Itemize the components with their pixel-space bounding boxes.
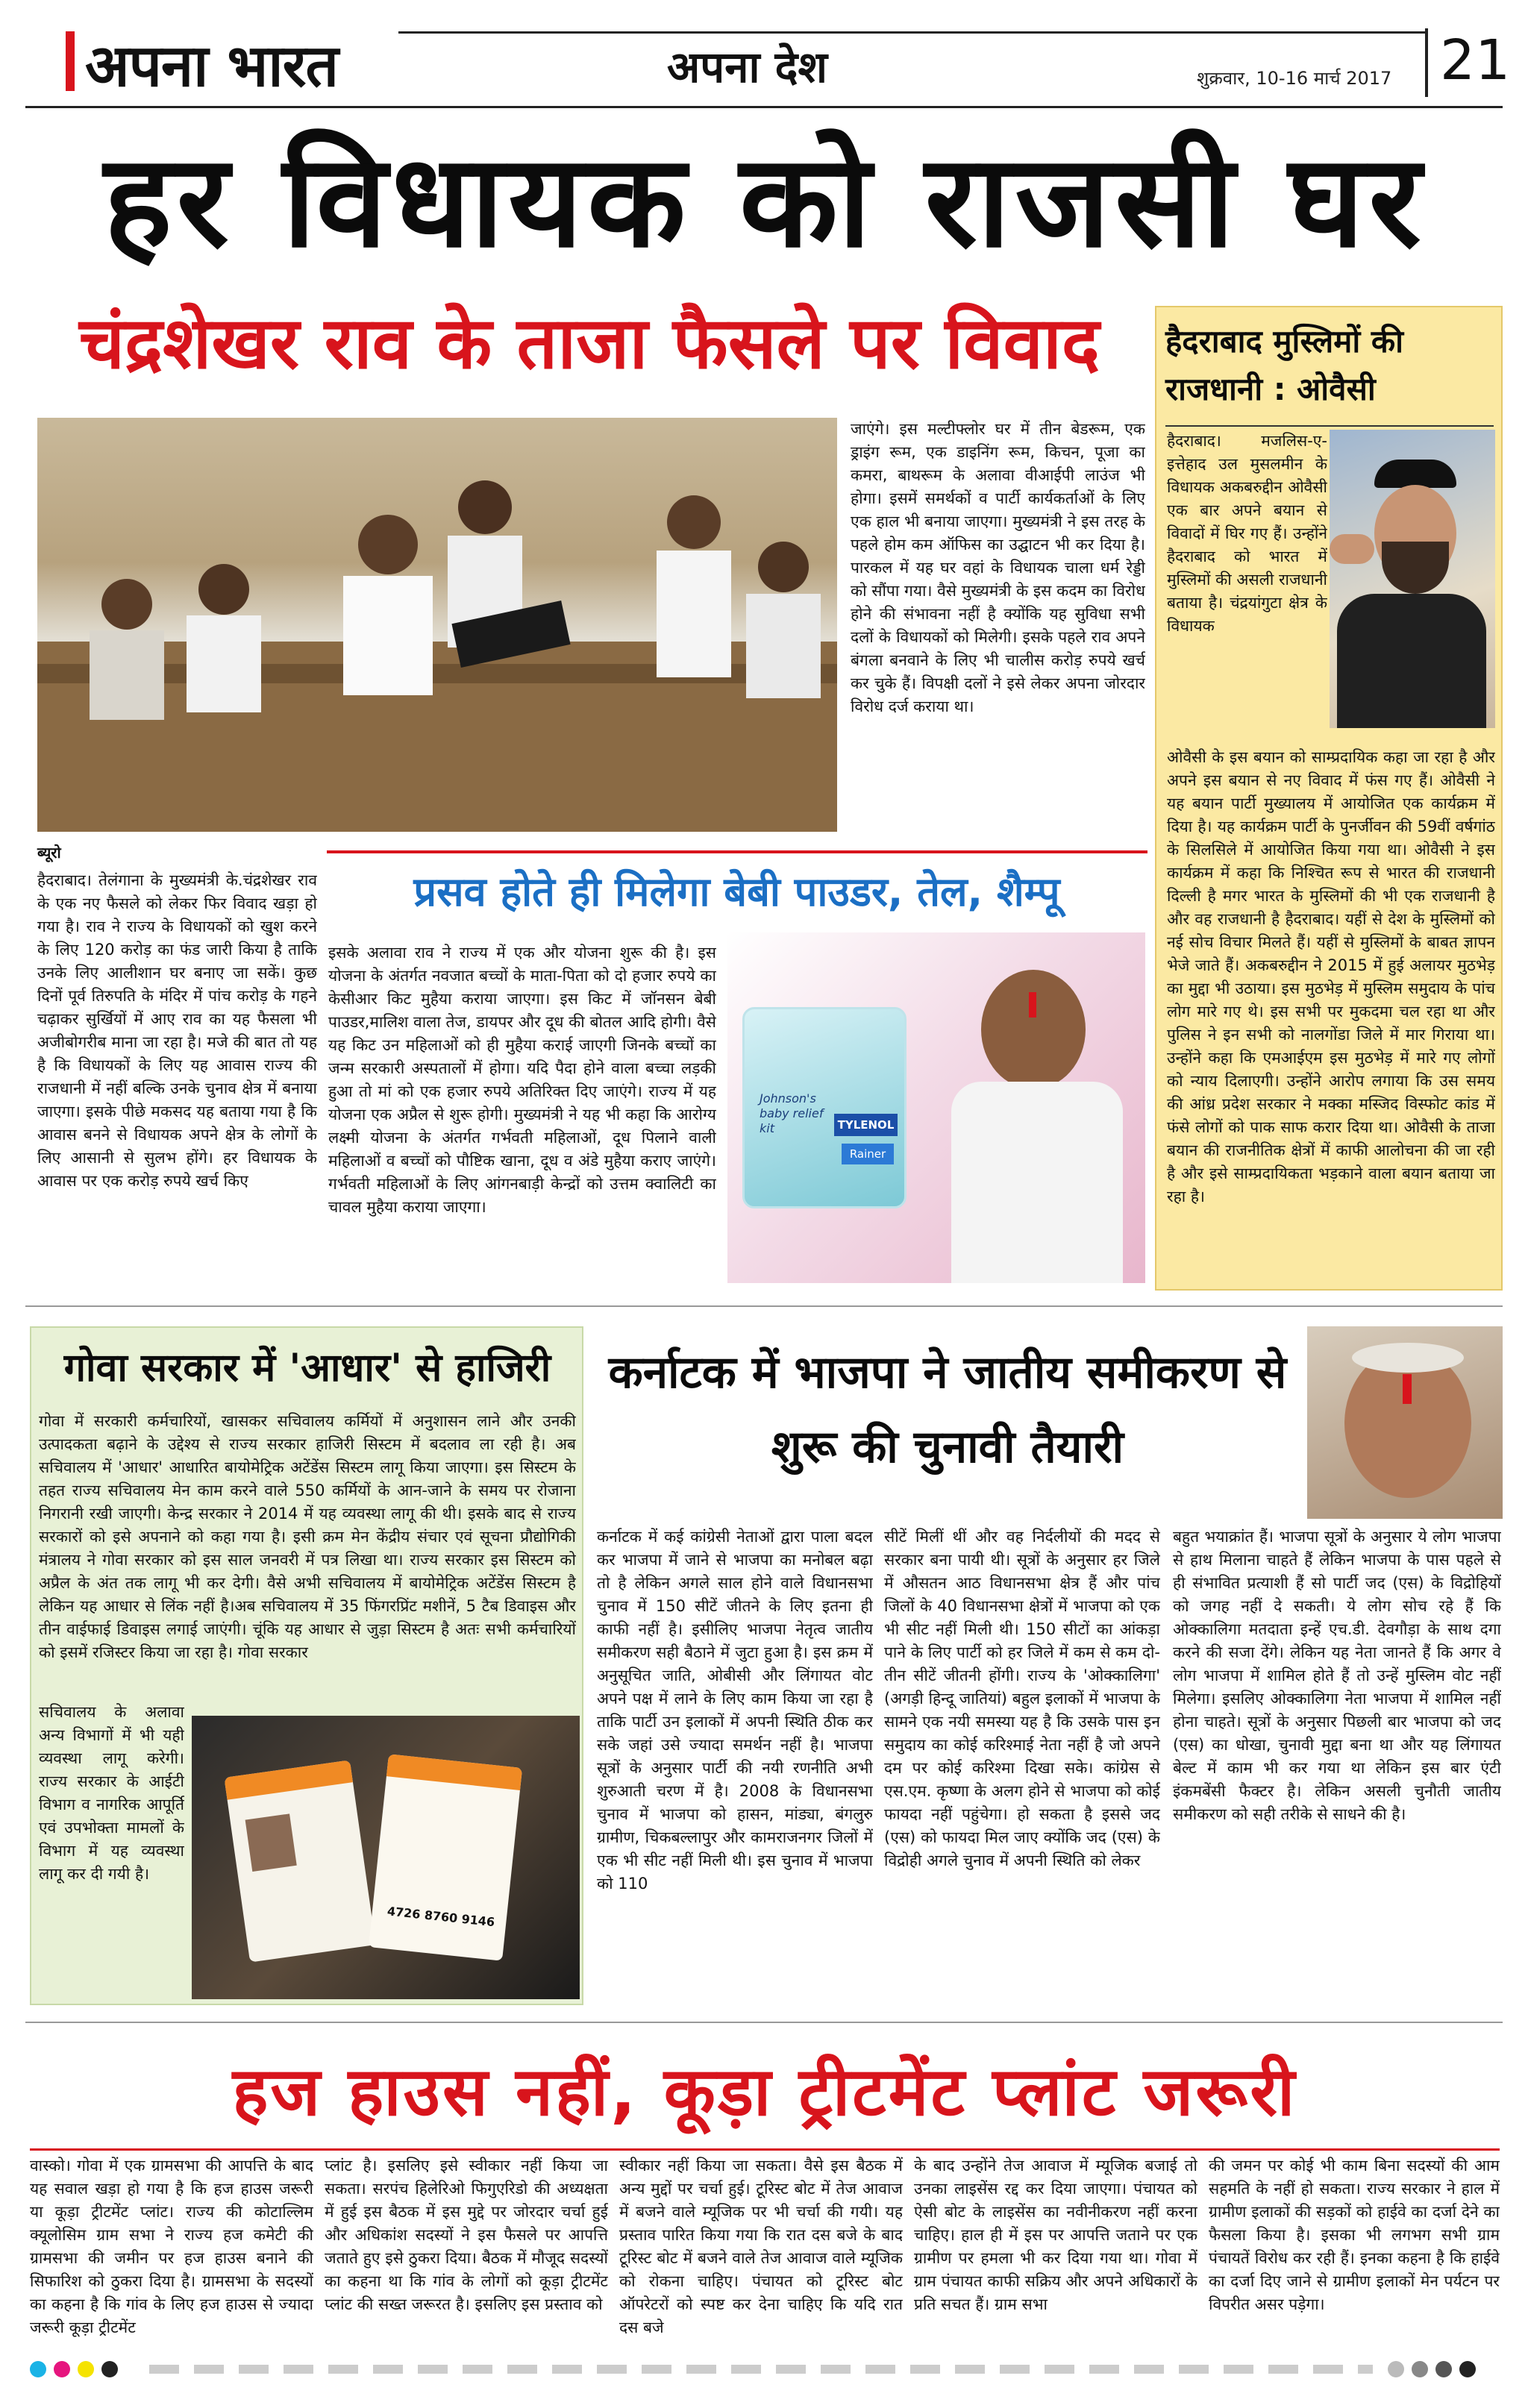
aadhar-number: 4726 8760 9146: [386, 1904, 496, 1930]
cm-tilak: [1029, 992, 1036, 1018]
meeting-illustration: [37, 418, 837, 832]
owaisi-box: [1155, 306, 1503, 1291]
paper-name: अपना भारत: [85, 33, 338, 100]
section-rule-1: [25, 1305, 1503, 1307]
karnataka-col3: बहुत भयाक्रांत हैं। भाजपा सूत्रों के अनुसार ये लोग भाजपा से हाथ मिलाना चाहते हैं लेकिन भाजपा के पास पहले से ही संभावित प्रत्याशी हैं सो पार्टी जद (एस) के विद्रोहियों को जगह नहीं दे सकती। ये लोग सोच रहे हैं कि ओक्कालिगा मतदाता इन्हें एच.डी. देवगौड़ा के साथ दगा करने की सजा देंगे। लेकिन यह नेता जानते हैं कि अगर वे लोग भाजपा में शामिल होते हैं तो उन्हें मुस्लिम वोट नहीं मिलेगा। इसलिए ओक्कालिगा नेता भाजपा में शामिल नहीं होना चाहते। सूत्रों के अनुसार पिछली बार भाजपा को जद (एस) का धोखा, चुनावी मुद्दा बना था और यह लिंगायत बेल्ट में काम भी कर गया था लेकिन इस बार एंटी इंकमबेंसी फैक्टर है। लेकिन असली चुनौती जातीय समीकरण को सही तरीके से साधने की है।: [1173, 1528, 1501, 1823]
register-dot-yellow: [78, 2361, 94, 2377]
yeddy-tilak: [1403, 1374, 1412, 1404]
goa-headline: गोवा सरकार में 'आधार' से हाजिरी: [63, 1346, 551, 1390]
baby-photo: [727, 932, 1145, 1283]
register-dot-cyan: [30, 2361, 46, 2377]
register-marks-right: [1388, 2361, 1476, 2377]
register-marks-left: [30, 2361, 118, 2377]
cm-head: [981, 970, 1086, 1089]
owaisi-photo: [1330, 430, 1495, 728]
issue-date: शुक्रवार, 10-16 मार्च 2017: [1197, 68, 1392, 89]
owaisi-wide: ओवैसी के इस बयान को साम्प्रदायिक कहा जा रहा है और अपने इस बयान से नए विवाद में फंस गए हैं। ओवैसी ने यह बयान पार्टी मुख्यालय में आयोजित एक कार्यक्रम में दिया है। यह कार्यक्रम पार्टी के पुनर्जीवन की 59वीं वर्षगांठ के सिलसिले में आयोजित किया गया था। ओवैसी ने इस कार्यक्रम में कहा कि निश्चित रूप से भारत की राजधानी दिल्ली है मगर भारत के मुस्लिमों की भी एक राजधानी है और वह राजधानी है हैदराबाद। यहीं से देश के मुस्लिमों को नई सोच विचार मिलते हैं। यहीं से मुस्लिमों के बाबत ज्ञापन भेजे जाते हैं। अकबरुद्दीन ने 2015 में हुई अलायर मुठभेड़ का मुद्दा भी उठाया। इस मुठभेड़ में मुस्लिम समुदाय के पांच लोग मारे गए थे। इस सभी पर मुकदमा चल रहा था और पुलिस ने इन सभी को नालगोंडा जिले में मार गिराया था। उन्होंने कहा कि एमआईएम इस मुठभेड़ में मारे गए लोगों को न्याय दिलाएगी। उन्होंने आरोप लगाया कि उस समय की आंध्र प्रदेश सरकार ने मक्का मस्जिद विस्फोट कांड में फंसे लोगों को पाक साफ करार दिया था। ओवैसी के ताजा बयान की राजनीतिक क्षेत्रों में काफी आलोचना की जा रही है और इसे साम्प्रदायिकता भड़काने वाला बयान बताया जा रहा है।: [1167, 748, 1495, 1205]
haj-col1: वास्को। गोवा में एक ग्रामसभा की आपत्ति के बाद यह सवाल खड़ा हो गया है कि हज हाउस जरूरी या कूड़ा ट्रीटमेंट प्लांट। राज्य की कोटाल्लिम क्यूलोसिम ग्राम सभा ने राज्य हज कमेटी की ग्रामसभा की जमीन पर हज हाउस बनाने की सिफारिश को ठुकरा दिया है। ग्रामसभा के सदस्यों का कहना है कि गांव के लिए हज हाउस से ज्यादा जरूरी कूड़ा ट्रीटमेंट: [30, 2157, 313, 2336]
aadhar-card: [224, 1760, 375, 1962]
register-dot-gray-2: [1412, 2361, 1428, 2377]
register-strip: [149, 2365, 1373, 2374]
haj-headline: हज हाउस नहीं, कूड़ा ट्रीटमेंट प्लांट जरूरी: [232, 2053, 1297, 2131]
page-number: 21: [1440, 28, 1511, 93]
cm-body: [951, 1082, 1123, 1283]
register-dot-gray-4: [1459, 2361, 1476, 2377]
owaisi-coat: [1337, 594, 1486, 728]
karnataka-col1: कर्नाटक में कई कांग्रेसी नेताओं द्वारा पाला बदल कर भाजपा में जाने से भाजपा का मनोबल बढ़ा तो है लेकिन अगले साल होने वाले विधानसभा चुनाव में 150 सीटें जीतने के लिए इतना ही काफी नहीं है। इसीलिए भाजपा नेतृत्व जातीय समीकरण सही बैठाने में जुटा हुआ है। इस क्रम में अनुसूचित जाति, ओबीसी और लिंगायत वोट अपने पक्ष में लाने के लिए काम किया जा रहा है ताकि पार्टी उन इलाकों में अपनी स्थिति ठीक कर सके जहां उसे ज्यादा समर्थन नहीं है। भाजपा सूत्रों के अनुसार पार्टी की नयी रणनीति अभी शुरुआती चरण में है। 2008 के विधानसभा चुनाव में भाजपा को हासन, मांड्या, बंगलुरु ग्रामीण, चिकबल्लापुर और कामराजनगर जिलों में एक भी सीट नहीं मिली थी। इस चुनाव में भाजपा को 110: [597, 1528, 873, 1893]
register-dot-gray-3: [1435, 2361, 1452, 2377]
lead-col2: जाएंगे। इस मल्टीफ्लोर घर में तीन बेडरूम, एक ड्राइंग रूम, एक डाइनिंग रूम, किचन, पूजा का कमरा, बाथरूम के अलावा वीआईपी लाउंज भी होगा। इसमें समर्थकों व पार्टी कार्यकर्ताओं के लिए एक हाल भी बनाया जाएगा। मुख्यमंत्री ने इस तरह के पहले होम कम ऑफिस का उद्घाटन भी कर दिया है। पारकल में यह घर वहां के विधायक चाला धर्म रेड्डी को सौंपा गया। वैसे मुख्यमंत्री के इस कदम का विरोध होने की संभावना नहीं है क्योंकि यह सुविधा सभी दलों के विधायकों को मिलेगी। इसके पहले राव अपने बंगला बनवाने के लिए भी चालीस करोड़ रुपये खर्च कर चुके हैं। विपक्षी दलों ने इसे लेकर अपना जोरदार विरोध दर्ज कराया था।: [851, 420, 1145, 715]
register-dot-black: [101, 2361, 118, 2377]
register-dot-gray-1: [1388, 2361, 1404, 2377]
masthead-rule: [398, 31, 1425, 34]
baby-kit-box: [742, 1007, 907, 1208]
masthead-divider: [1425, 28, 1428, 97]
owaisi-cap: [1374, 460, 1456, 488]
owaisi-narrow: हैदराबाद। मजलिस-ए-इत्तेहाद उल मुसलमीन के विधायक अकबरुद्दीन ओवैसी एक बार अपने बयान से विवादों में घिर गए हैं। उन्होंने हैदराबाद को भारत में मुस्लिमों की असली राजधानी बताया है। चंद्रयांगुटा क्षेत्र के विधायक: [1167, 432, 1327, 635]
haj-col3: स्वीकार नहीं किया जा सकता। वैसे इस बैठक में अन्य मुद्दों पर चर्चा हुई। टूरिस्ट बोट में तेज आवाज में बजने वाले म्यूजिक पर भी चर्चा की गयी। यह प्रस्ताव पारित किया गया कि रात दस बजे के बाद टूरिस्ट बोट में बजने वाले तेज आवाज वाले म्यूजिक को रोकना चाहिए। पंचायत को टूरिस्ट बोट ऑपरेटरों को स्पष्ट कर देना चाहिए कि यदि रात दस बजे: [619, 2157, 903, 2336]
owaisi-hand: [1330, 534, 1374, 564]
masthead: [25, 22, 1511, 112]
haj-col2: प्लांट है। इसलिए इसे स्वीकार नहीं किया जा सकता। सरपंच हिलेरिओ फिगुएरिडो की अध्यक्षता में हुई इस बैठक में इस मुद्दे पर जोरदार चर्चा हुई और अधिकांश सदस्यों ने इस फैसले पर आपत्ति जताते हुए इसे ठुकरा दिया। बैठक में मौजूद सदस्यों का कहना था कि गांव के लोगों को कूड़ा ट्रीटमेंट प्लांट की सख्त जरूरत है। इसलिए इस प्रस्ताव को: [325, 2157, 608, 2313]
goa-wide: गोवा में सरकारी कर्मचारियों, खासकर सचिवालय कर्मियों में अनुशासन लाने और उनकी उत्पादकता बढ़ाने के उद्देश्य से राज्य सरकार हाजिरी सिस्टम में बदलाव ला रही है। अब सचिवालय में 'आधार' आधारित बायोमेट्रिक अटेंडेंस सिस्टम लागू किया जाएगा। इस सिस्टम के तहत राज्य सचिवालय मेन काम करने वाले 550 कर्मियों के आन-जाने के समय पर रोजाना निगरानी रखी जाएगी। केन्द्र सरकार ने 2014 में यह व्यवस्था लागू की थी। इसके बाद से राज्य सरकारों को इसे अपनाने को कहा गया है। इसी क्रम मेन केंद्रीय संचार एवं सूचना प्रौद्योगिकी मंत्रालय ने गोवा सरकार को इस साल जनवरी में पत्र लिखा था। राज्य सरकार इस सिस्टम को अप्रैल के अंत तक लागू भी कर देगी। वैसे अभी सचिवालय में बायोमेट्रिक अटेंडेंस सिस्टम है लेकिन यह आधार से लिंक नहीं है।अब सचिवालय में 35 फिंगरप्रिंट मशीनें, 5 टैब डिवाइस और तीन वाईफाई डिवाइस लगाई जाएंगी। चूंकि यह आधार से जुड़ा सिस्टम है अतः सभी कर्मचारियों को इसमें रजिस्टर किया जा रहा है। गोवा सरकार: [39, 1412, 576, 1661]
haj-col4: के बाद उन्होंने तेज आवाज में म्यूजिक बजाई तो उनका लाइसेंस रद्द कर दिया जाएगा। पंचायत को ऐसी बोट के लाइसेंस का नवीनीकरण नहीं करना चाहिए। हाल ही में इस पर आपत्ति जताने पर एक ग्रामीण पर हमला भी कर दिया गया था। गोवा में ग्राम पंचायत काफी सक्रिय और अपने अधिकारों के प्रति सचत हैं। ग्राम सभा: [914, 2157, 1197, 2313]
register-dot-magenta: [54, 2361, 70, 2377]
kit-product-rainer: Rainer: [842, 1144, 894, 1164]
haj-col5: की जमन पर कोई भी काम बिना सदस्यों की आम सहमति के नहीं हो सकता। राज्य सरकार ने हाल में ग्रामीण इलाकों की सड़कों को हाईवे का दर्जा देने का फैसला किया है। इसका भी लगभग सभी ग्राम पंचायतें विरोध कर रही हैं। इनका कहना है कि हाईवे का दर्जा दिए जाने से ग्रामीण इलाकों मेन पर्यटन पर विपरीत असर पड़ेगा।: [1209, 2157, 1500, 2313]
lead-byline: ब्यूरो: [37, 844, 61, 862]
aadhar-card-2: [369, 1754, 522, 1960]
karnataka-headline: कर्नाटक में भाजपा ने जातीय समीकरण से शुरू की चुनावी तैयारी: [608, 1346, 1287, 1473]
section-name: अपना देश: [667, 42, 827, 93]
kit-label: Johnson's baby relief kit: [760, 1091, 824, 1135]
baby-body: इसके अलावा राव ने राज्य में एक और योजना शुरू की है। इस योजना के अंतर्गत नवजात बच्चों के माता-पिता को दो हजार रुपये का केसीआर किट मुहैया कराया जाएगा। इस किट में जॉनसन बेबी पाउडर,मालिश वाला तेज, डायपर और दूध की बोतल आदि होगी। वैसे यह किट उन महिलाओं को ही मुहैया कराई जाएगी जिनके बच्चों का जन्म सरकारी अस्पतालों में होगा। यदि पैदा होने वाला बच्चा लड़की हुआ तो मां को एक हजार रुपये अतिरिक्त दिए जाएंगे। राज्य में यह योजना एक अप्रैल से शुरू होगी। मुख्यमंत्री ने यह भी कहा कि आरोग्य लक्ष्मी योजना के अंतर्गत गर्भवती महिलाओं, दूध पिलाने वाली महिलाओं व बच्चों को पौष्टिक खाना, दूध व अंडे मुहैया कराए जाएंगे। गर्भवती महिलाओं के लिए आंगनबाड़ी केन्द्रों को उत्तम क्वालिटी का चावल मुहैया कराया जाएगा।: [328, 944, 716, 1216]
karnataka-col2: सीटें मिलीं थीं और वह निर्दलीयों की मदद से सरकार बना पायी थी। सूत्रों के अनुसार हर जिले में औसतन आठ विधानसभा क्षेत्र हैं और पांच जिलों के 40 विधानसभा क्षेत्रों में भाजपा को एक भी सीट नहीं मिली थी। 150 सीटों का आंकड़ा पाने के लिए पार्टी को हर जिले में कम से कम दो-तीन सीटें जीतनी होंगी। राज्य के 'ओक्कालिगा' (अगड़ी हिन्दू जातियां) बहुल इलाकों में भाजपा के सामने एक नयी समस्या यह है कि उसके पास इन समुदाय का कोई करिश्माई नेता नहीं है जो अपने दम पर कोई करिश्मा दिखा सके। कांग्रेस से एस.एम. कृष्णा के अलग होने से भाजपा को कोई फायदा नहीं पहुंचेगा। हो सकता है इससे जद (एस) को फायदा मिल जाए क्योंकि जद (एस) के विद्रोही अगले चुनाव में अपनी स्थिति को लेकर: [884, 1528, 1160, 1869]
aadhar-card-photo: [245, 1813, 297, 1872]
goa-narrow: सचिवालय के अलावा अन्य विभागों में भी यही व्यवस्था लागू करेगी। राज्य सरकार के आईटी विभाग व नागरिक आपूर्ति एवं उपभोक्ता मामलों के विभाग में यह व्यवस्था लागू कर दी गयी है।: [39, 1703, 184, 1883]
baby-headline: प्रसव होते ही मिलेगा बेबी पाउडर, तेल, शैम्पू: [413, 868, 1060, 915]
haj-rule: [30, 2148, 1500, 2151]
goa-box: [30, 1326, 583, 2005]
cm-portrait: [929, 947, 1138, 1283]
aadhar-photo: [192, 1716, 580, 1999]
aadhar-card-2-stripe: [386, 1754, 522, 1790]
yeddyurappa-photo: [1307, 1326, 1503, 1519]
masthead-rule-bottom: [25, 106, 1503, 108]
lead-subhead: चंद्रशेखर राव के ताजा फैसले पर विवाद: [79, 301, 1100, 385]
aadhar-card-stripe: [224, 1760, 353, 1799]
owaisi-rule: [1165, 425, 1494, 427]
section-rule-2: [25, 2022, 1503, 2023]
lead-headline: हर विधायक को राजसी घर: [104, 126, 1426, 276]
owaisi-beard: [1382, 542, 1449, 594]
yeddy-hair: [1352, 1343, 1464, 1373]
kit-product-tylenol: TYLENOL: [834, 1114, 898, 1136]
lead-photo-meeting: [37, 418, 837, 832]
owaisi-headline: हैदराबाद मुस्लिमों की राजधानी : ओवैसी: [1165, 323, 1404, 407]
lead-col1: हैदराबाद। तेलंगाना के मुख्यमंत्री के.चंद्रशेखर राव के एक नए फैसले को लेकर फिर विवाद खड़ा हो गया है। राव ने राज्य के विधायकों को खुश करने के लिए 120 करोड़ का फंड जारी किया है ताकि उनके लिए आलीशान घर बनाए जा सकें। कुछ दिनों पूर्व तिरुपति के मंदिर में पांच करोड़ के गहने चढ़ाकर सुर्खियों में आए राव का यह फैसला भी अजीबोगरीब माना जा रहा है। मजे की बात तो यह है कि विधायकों के लिए यह आवास राज्य की राजधानी में नहीं बल्कि उनके चुनाव क्षेत्र में बनाया जाएगा। इसके पीछे मकसद यह बताया गया है कि आवास बनने से विधायक अपने क्षेत्र के लोगों के लिए आसानी से सुलभ होंगे। हर विधायक के आवास पर एक करोड़ रुपये खर्च किए: [37, 871, 317, 1190]
masthead-red-bar: [66, 31, 75, 91]
